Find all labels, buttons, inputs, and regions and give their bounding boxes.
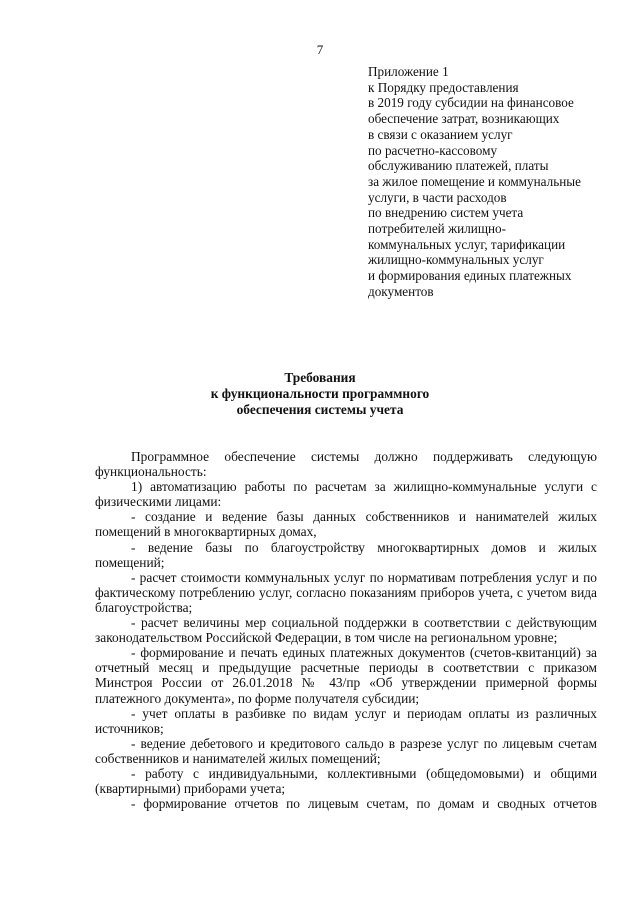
sub-item-improvement-database: - ведение базы по благоустройству многоквартирных домов и жилых помещений;: [95, 539, 597, 570]
appendix-line: коммунальных услуг, тарификации: [368, 236, 566, 252]
appendix-line: к Порядку предоставления: [368, 79, 519, 95]
page-number: 7: [316, 42, 324, 57]
appendix-line: и формирования единых платежных: [368, 268, 572, 284]
appendix-line: жилищно-коммунальных услуг: [368, 252, 544, 268]
sub-item-payment-documents: - формирование и печать единых платежных документов (счетов-квитанций) за отчетный месяц и предыдущие расчетные периоды в соответствии с приказом Минстроя России от 26.01.2018 № 43/пр «Об утверждении примерной формы платежного документа», по форме получателя субсидии;: [95, 645, 597, 706]
heading-title: Требования: [284, 370, 356, 385]
sub-item-meters: - работу с индивидуальными, коллективными (общедомовыми) и общими (квартирными) приборами учета;: [95, 765, 597, 797]
document-heading: [0, 370, 640, 418]
heading-line: к функциональности программного: [210, 386, 430, 401]
list-item-1: 1) автоматизацию работы по расчетам за жилищно-коммунальные услуги с физическими лицами:: [95, 479, 597, 510]
sub-item-owners-database: - создание и ведение базы данных собственников и нанимателей жилых помещений в многоквартирных домах,: [95, 509, 597, 540]
appendix-line: обеспечение затрат, возникающих: [368, 111, 560, 127]
appendix-line: Приложение 1: [368, 64, 449, 79]
appendix-line: по расчетно-кассовому: [368, 142, 498, 158]
heading-line: обеспечения системы учета: [236, 402, 404, 417]
requirements-body: [95, 449, 597, 811]
appendix-line: в 2019 году субсидии на финансовое: [368, 95, 574, 111]
appendix-line: услуги, в части расходов: [368, 189, 507, 205]
sub-item-balance: - ведение дебетового и кредитового сальдо в разрезе услуг по лицевым счетам собственников и нанимателей жилых помещений;: [95, 735, 597, 766]
intro-paragraph: Программное обеспечение системы должно поддерживать следующую функциональность:: [95, 449, 597, 480]
appendix-line: потребителей жилищно-: [368, 221, 507, 237]
appendix-line: за жилое помещение и коммунальные: [368, 173, 581, 189]
appendix-note: [368, 64, 581, 300]
appendix-line: обслуживанию платежей, платы: [368, 158, 549, 174]
appendix-line: в связи с оказанием услуг: [368, 126, 513, 142]
appendix-line: документов: [368, 283, 434, 299]
sub-item-social-support: - расчет величины мер социальной поддержки в соответствии с действующим законодательством Российской Федерации, в том числе на региональном уровне;: [95, 615, 597, 646]
sub-item-payment-accounting: - учет оплаты в разбивке по видам услуг и периодам оплаты из различных источников;: [95, 705, 597, 736]
sub-item-reports: - формирование отчетов по лицевым счетам, по домам и сводных отчетов: [131, 796, 597, 812]
appendix-line: по внедрению систем учета: [368, 205, 524, 221]
sub-item-utility-cost-calculation: - расчет стоимости коммунальных услуг по нормативам потребления услуг и по фактическому потреблению услуг, согласно показаниям приборов учета, с учетом вида благоустройства;: [95, 569, 597, 615]
